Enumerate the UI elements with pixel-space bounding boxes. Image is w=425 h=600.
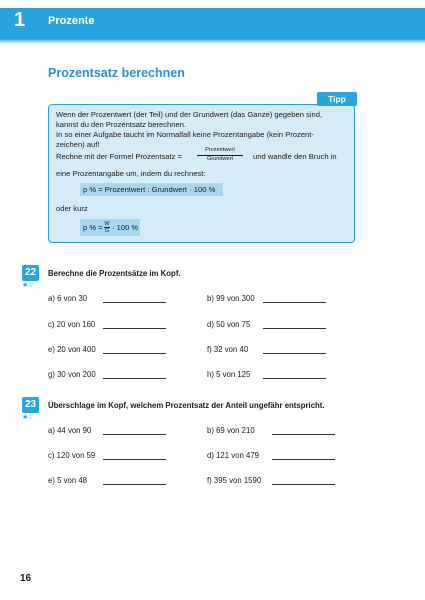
answer-blank[interactable]	[272, 459, 335, 460]
difficulty-stars-icon: ★☆	[22, 282, 33, 289]
exercise-item: e) 5 von 48	[48, 476, 88, 485]
answer-blank[interactable]	[103, 328, 166, 329]
task-number-badge: 23	[22, 397, 39, 413]
exercise-item: a) 6 von 30	[48, 294, 88, 303]
formula-box-short	[80, 219, 140, 236]
exercise-item: g) 30 von 200	[48, 370, 96, 379]
chapter-title: Prozente	[48, 15, 95, 27]
answer-blank[interactable]	[263, 302, 326, 303]
answer-blank[interactable]	[103, 434, 166, 435]
answer-blank[interactable]	[263, 328, 326, 329]
exercise-item: e) 20 von 400	[48, 345, 96, 354]
task-instruction: Berechne die Prozentsätze im Kopf.	[48, 269, 181, 278]
exercise-item: b) 99 von 300	[207, 294, 255, 303]
tip-label: Tipp	[317, 92, 357, 106]
difficulty-stars-icon: ★☆	[22, 414, 33, 421]
exercise-item: f) 395 von 1590	[207, 476, 262, 485]
answer-blank[interactable]	[272, 434, 335, 435]
fraction-denominator: Grundwert	[206, 156, 234, 162]
tip-line: zeichen) auf!	[56, 140, 100, 149]
exercise-item: a) 44 von 90	[48, 426, 92, 435]
formula-short-numerator: W	[104, 221, 110, 227]
formula-intro-text: Rechne mit der Formel Prozentsatz =	[56, 152, 182, 161]
exercise-item: f) 32 von 40	[207, 345, 249, 354]
tip-line: Wenn der Prozentwert (der Teil) und der Grundwert (das Ganze) gegeben sind,	[56, 110, 323, 119]
formula-after-text: und wandle den Bruch in	[253, 152, 337, 161]
formula-short-denominator: G	[104, 228, 110, 234]
answer-blank[interactable]	[103, 378, 166, 379]
tip-line: kannst du den Prozentsatz berechnen.	[56, 120, 187, 129]
formula-short-prefix: p % =	[83, 223, 103, 232]
answer-blank[interactable]	[263, 353, 326, 354]
formula-box-long: p % = Prozentwert : Grundwert · 100 %	[80, 183, 223, 196]
page-number: 16	[20, 573, 32, 584]
task-instruction: Überschlage im Kopf, welchem Prozentsatz der Anteil ungefähr entspricht.	[48, 401, 325, 410]
answer-blank[interactable]	[103, 484, 166, 485]
answer-blank[interactable]	[103, 353, 166, 354]
formula-short-suffix: · 100 %	[112, 223, 139, 232]
answer-blank[interactable]	[272, 484, 335, 485]
section-title: Prozentsatz berechnen	[48, 66, 185, 80]
tip-line-after: eine Prozentangabe um, indem du rechnest:	[56, 169, 206, 178]
answer-blank[interactable]	[263, 378, 326, 379]
fraction-numerator: Prozentwert	[205, 147, 235, 153]
header-brush-edge	[0, 36, 425, 44]
exercise-item: d) 121 von 479	[207, 451, 260, 460]
exercise-item: c) 120 von 59	[48, 451, 96, 460]
exercise-item: h) 5 von 125	[207, 370, 251, 379]
answer-blank[interactable]	[103, 302, 166, 303]
tip-line: In so einer Aufgabe taucht im Normalfall keine Prozentangabe (kein Prozent-	[56, 130, 314, 139]
exercise-item: c) 20 von 160	[48, 320, 96, 329]
task-number-badge: 22	[22, 265, 39, 281]
chapter-number: 1	[14, 9, 26, 31]
or-short-text: oder kurz	[56, 204, 88, 213]
exercise-item: b) 69 von 210	[207, 426, 255, 435]
exercise-item: d) 50 von 75	[207, 320, 251, 329]
answer-blank[interactable]	[103, 459, 166, 460]
